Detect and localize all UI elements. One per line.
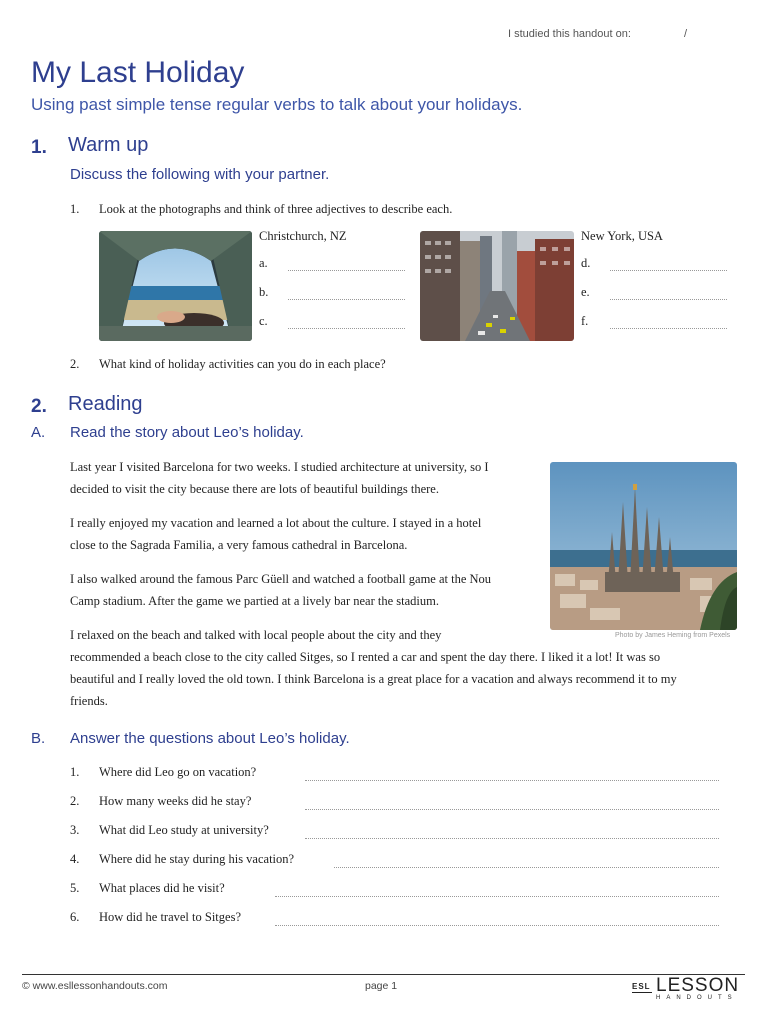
answer-line-5[interactable] [275, 895, 719, 897]
esl-lesson-handouts-logo [630, 974, 748, 1008]
question-number: 1. [70, 765, 80, 779]
question-number: 4. [70, 852, 80, 866]
story-para-2-line-1: I really enjoyed my vacation and learned a lot about the culture. I stayed in a hotel [70, 516, 482, 530]
adjective-e-letter: e. [581, 285, 590, 299]
question-text: What places did he visit? [99, 881, 225, 895]
story-para-4-line-1: I relaxed on the beach and talked with local people about the city and they [70, 628, 442, 642]
story-para-4-line-2: recommended a beach close to the city called Sitges, so I rented a car and spent the day there. I liked it a lot! It was so [70, 650, 661, 664]
story-para-4-line-4: friends. [70, 694, 108, 708]
barcelona-photo [550, 462, 737, 630]
logo-rule [632, 992, 652, 993]
christchurch-photo [99, 231, 252, 341]
story-para-2-line-2: close to the Sagrada Familia, a very famous cathedral in Barcelona. [70, 538, 408, 552]
part-b-instruction: Answer the questions about Leo’s holiday. [70, 730, 350, 747]
answer-line-4[interactable] [334, 866, 719, 868]
section-1-number: 1. [31, 137, 47, 158]
story-para-4-line-3: beautiful and I really loved the old town. I think Barcelona is a great place for a vacation and always recommend it to my [70, 672, 677, 686]
adjective-f-line[interactable] [610, 327, 727, 329]
section-2-title: Reading [68, 393, 143, 415]
adjective-f-letter: f. [581, 314, 589, 328]
adjective-b-line[interactable] [288, 298, 405, 300]
studied-date-label: I studied this handout on: [508, 28, 631, 40]
question-text: What did Leo study at university? [99, 823, 269, 837]
part-a-instruction: Read the story about Leo’s holiday. [70, 424, 304, 441]
answer-line-6[interactable] [275, 924, 719, 926]
new-york-photo [420, 231, 574, 341]
answer-line-2[interactable] [305, 808, 719, 810]
studied-date-slash: / [684, 28, 688, 40]
adjective-d-line[interactable] [610, 269, 727, 271]
page-title: My Last Holiday [31, 56, 245, 89]
question-number: 2. [70, 794, 80, 808]
story-para-1-line-2: decided to visit the city because there are lots of beautiful buildings there. [70, 482, 439, 496]
footer-page-number: page 1 [365, 980, 398, 992]
logo-small-text: ESL [632, 982, 651, 991]
adjective-a-line[interactable] [288, 269, 405, 271]
part-b-letter: B. [31, 730, 46, 747]
question-text: How many weeks did he stay? [99, 794, 252, 808]
question-text: Where did Leo go on vacation? [99, 765, 257, 779]
warmup-q2-number: 2. [70, 357, 80, 371]
adjective-c-letter: c. [259, 314, 268, 328]
question-number: 3. [70, 823, 80, 837]
question-text: How did he travel to Sitges? [99, 910, 241, 924]
adjective-a-letter: a. [259, 256, 268, 270]
logo-big-text: LESSON [656, 975, 740, 996]
adjective-c-line[interactable] [288, 327, 405, 329]
warmup-q1-text: Look at the photographs and think of three adjectives to describe each. [99, 202, 453, 216]
footer-website[interactable]: © www.esllessonhandouts.com [22, 980, 168, 992]
section-1-instruction: Discuss the following with your partner. [70, 166, 330, 183]
answer-line-1[interactable] [305, 779, 719, 781]
question-text: Where did he stay during his vacation? [99, 852, 295, 866]
adjective-b-letter: b. [259, 285, 269, 299]
page-subtitle: Using past simple tense regular verbs to talk about your holidays. [31, 95, 523, 114]
answer-line-3[interactable] [305, 837, 719, 839]
warmup-q2-text: What kind of holiday activities can you do in each place? [99, 357, 386, 371]
place-1-label: Christchurch, NZ [259, 229, 347, 243]
question-number: 5. [70, 881, 80, 895]
story-para-3-line-2: Camp stadium. After the game we partied at a lively bar near the stadium. [70, 594, 439, 608]
section-2-number: 2. [31, 396, 47, 417]
section-1-title: Warm up [68, 134, 149, 156]
adjective-d-letter: d. [581, 256, 591, 270]
photo-credit: Photo by James Heming from Pexels [615, 632, 731, 639]
story-para-3-line-1: I also walked around the famous Parc Güell and watched a football game at the Nou [70, 572, 492, 586]
logo-sub-text: HANDOUTS [656, 995, 738, 1001]
place-2-label: New York, USA [581, 229, 663, 243]
warmup-q1-number: 1. [70, 202, 80, 216]
part-a-letter: A. [31, 424, 46, 441]
question-number: 6. [70, 910, 80, 924]
story-para-1-line-1: Last year I visited Barcelona for two weeks. I studied architecture at university, so I [70, 460, 489, 474]
adjective-e-line[interactable] [610, 298, 727, 300]
